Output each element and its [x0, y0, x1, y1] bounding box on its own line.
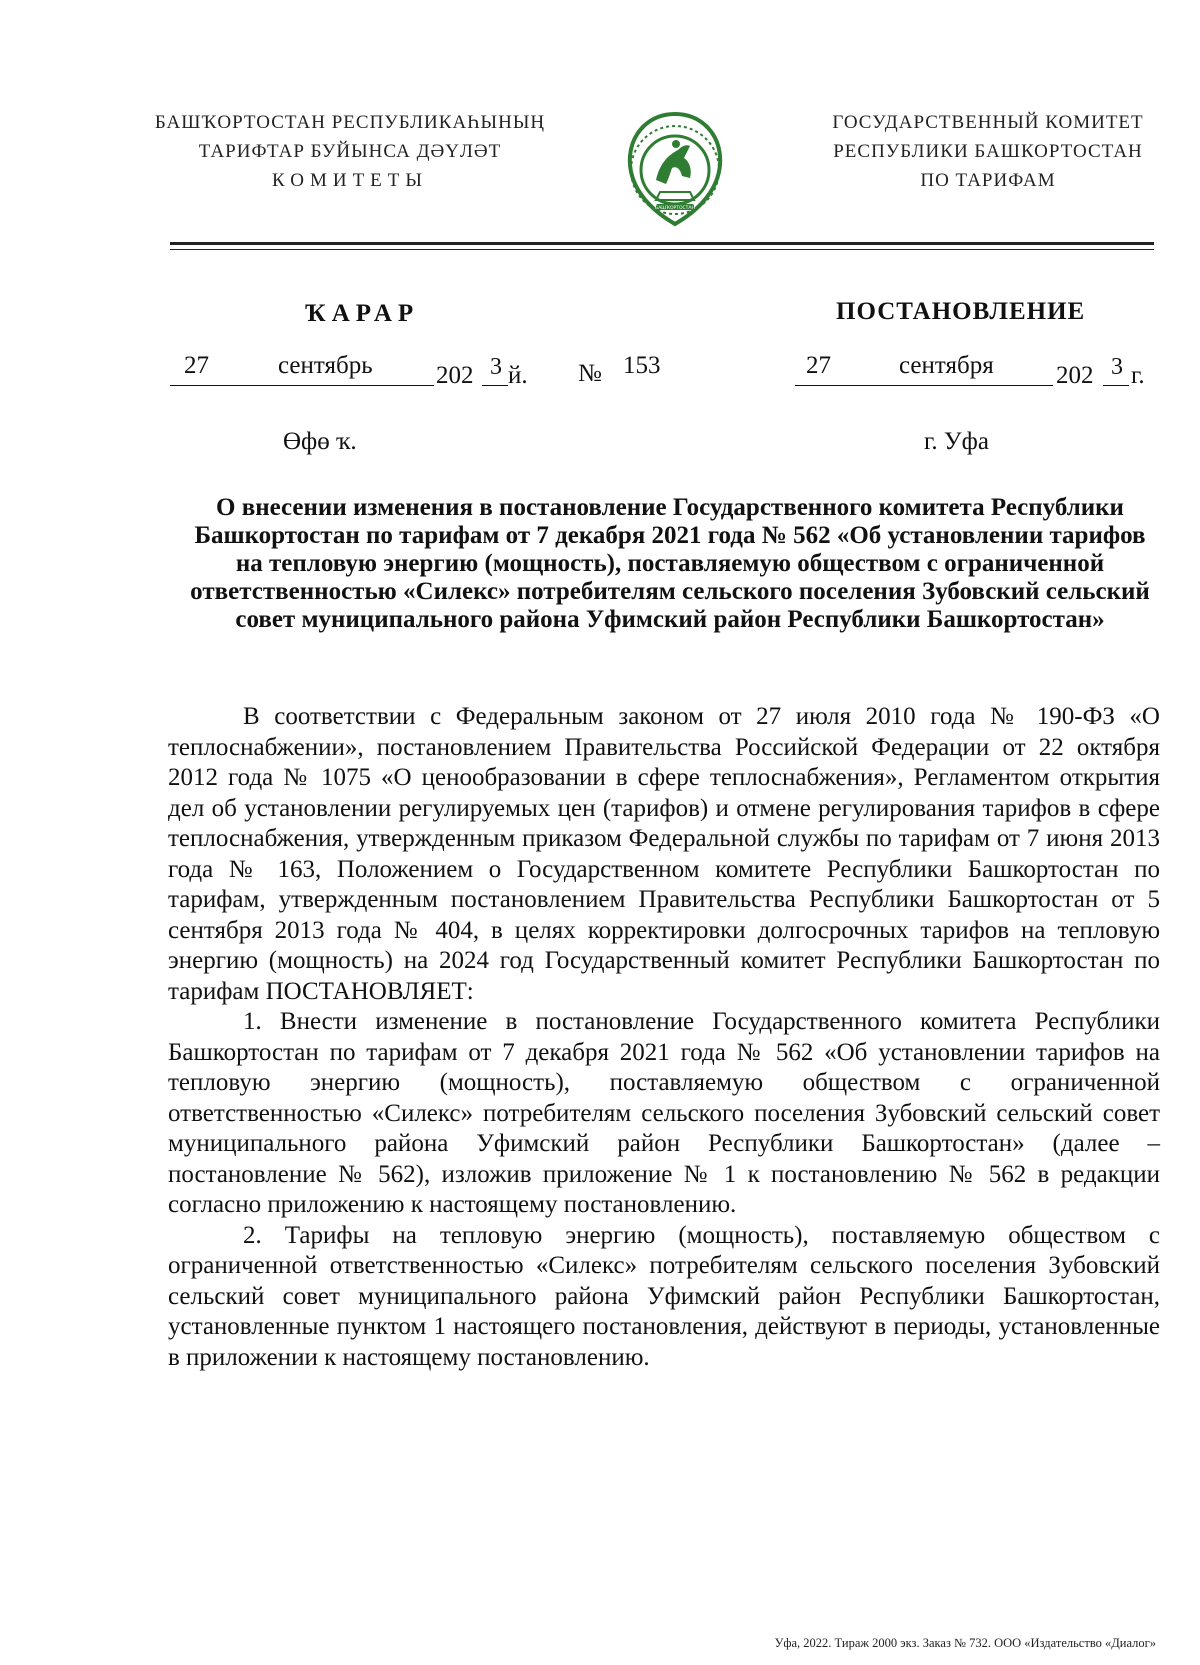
- print-footer: Уфа, 2022. Тираж 2000 экз. Заказ № 732. ООО «Издательство «Диалог»: [774, 1636, 1156, 1650]
- date-right-suffix: г.: [1131, 362, 1145, 389]
- header-right-line-1: ГОСУДАРСТВЕННЫЙ КОМИТЕТ: [832, 112, 1144, 133]
- number-sign: №: [578, 360, 602, 387]
- header-divider-thin: [170, 249, 1154, 250]
- header-left-line-1: БАШҠОРТОСТАН РЕСПУБЛИКАҺЫНЫҢ: [154, 112, 546, 133]
- date-right-day: 27: [806, 352, 831, 379]
- document-heading: О внесении изменения в постановление Государственного комитета Республики Башкортостан по тарифам от 7 декабря 2021 года № 562 «Об установлении тарифов на тепловую энергию (мощность), поставляемую обществом с ограниченной ответственностью «Силекс» потребителям сельского поселения Зубовский сельский совет муниципального района Уфимский район Республики Башкортостан»: [190, 494, 1150, 633]
- document-body: [168, 702, 1160, 1373]
- header-right-line-2: РЕСПУБЛИКИ БАШКОРТОСТАН: [833, 141, 1143, 162]
- date-right-underline: [795, 385, 1053, 386]
- body-item-1: 1. Внести изменение в постановление Государственного комитета Республики Башкортостан по тарифам от 7 декабря 2021 года № 562 «Об установлении тарифов на тепловую энергию (мощность), поставляемую обществом с ограниченной ответственностью «Силекс» потребителям сельского поселения Зубовский сельский совет муниципального района Уфимский район Республики Башкортостан» (далее – постановление № 562), изложив приложение № 1 к постановлению № 562 в редакции согласно приложению к настоящему постановлению.: [168, 1008, 1160, 1218]
- number-value: 153: [623, 352, 661, 379]
- body-preamble: В соответствии с Федеральным законом от 27 июля 2010 года № 190-ФЗ «О теплоснабжении», постановлением Правительства Российской Федерации от 22 октября 2012 года № 1075 «О ценообразовании в сфере теплоснабжения», Регламентом открытия дел об установлении регулируемых цен (тарифов) и отмене регулирования тарифов в сфере теплоснабжения, утвержденным приказом Федеральной службы по тарифам от 7 июня 2013 года № 163, Положением о Государственном комитете Республики Башкортостан по тарифам, утвержденным постановлением Правительства Республики Башкортостан от 5 сентября 2013 года № 404, в целях корректировки долгосрочных тарифов на тепловую энергию (мощность) на 2024 год Государственный комитет Республики Башкортостан по тарифам ПОСТАНОВЛЯЕТ:: [168, 703, 1160, 1005]
- title-russian: ПОСТАНОВЛЕНИЕ: [836, 298, 1086, 325]
- emblem-text: БАШҠОРТОСТАН: [655, 206, 695, 211]
- date-left-suffix: й.: [508, 362, 528, 389]
- body-item-2: 2. Тарифы на тепловую энергию (мощность), поставляемую обществом с ограниченной ответственностью «Силекс» потребителям сельского поселения Зубовский сельский совет муниципального района Уфимский район Республики Башкортостан, установленные пунктом 1 настоящего постановления, действуют в периоды, установленные в приложении к настоящему постановлению.: [168, 1221, 1160, 1371]
- date-right-year-prefix: 202: [1056, 362, 1094, 389]
- date-right-year-digit: 3: [1111, 354, 1123, 380]
- date-right-year-underline: [1103, 385, 1129, 386]
- coat-of-arms-emblem: [620, 110, 730, 228]
- title-bashkir: ҠАРАР: [305, 300, 420, 327]
- header-right-russian: [778, 108, 1198, 195]
- date-left-day: 27: [184, 352, 209, 379]
- header-left-line-3: КОМИТЕТЫ: [272, 170, 428, 191]
- header-divider-thick: [170, 242, 1154, 245]
- city-russian: г. Уфа: [924, 428, 989, 455]
- date-right-month: сентября: [899, 352, 994, 379]
- date-left-year-digit: 3: [490, 354, 502, 380]
- city-bashkir: Өфө ҡ.: [283, 428, 357, 455]
- header-left-line-2: ТАРИФТАР БУЙЫНСА ДӘҮЛӘТ: [198, 141, 502, 162]
- date-left-month: сентябрь: [278, 352, 373, 379]
- date-left-year-prefix: 202: [436, 362, 474, 389]
- date-left-year-underline: [482, 385, 508, 386]
- header-right-line-3: ПО ТАРИФАМ: [920, 170, 1056, 191]
- date-left-underline: [170, 385, 434, 386]
- header-left-bashkir: [140, 108, 560, 195]
